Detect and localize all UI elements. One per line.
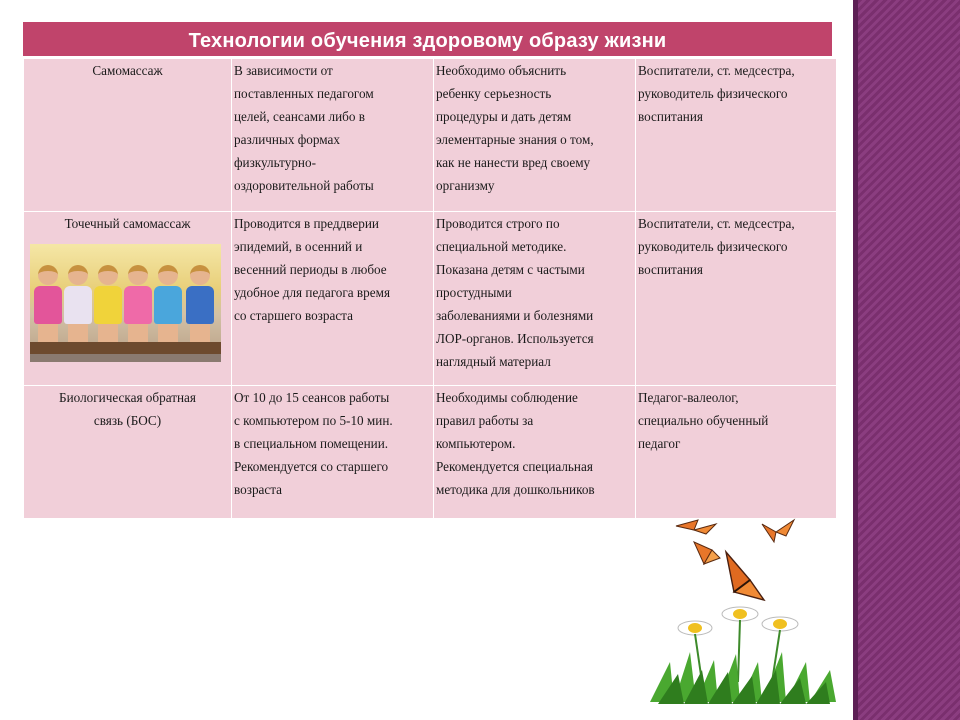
conditions-cell: [232, 386, 434, 519]
cell-text-line: процедуры и дать детям: [436, 109, 572, 124]
technologies-table: [23, 22, 832, 519]
cell-text-line: в специальном помещении.: [234, 436, 389, 451]
cell-text-line: Проводится в преддверии: [234, 216, 379, 231]
table-row: [24, 59, 837, 212]
cell-text-line: оздоровительной работы: [234, 178, 374, 193]
child-figure: [64, 265, 92, 344]
cell-text-line: Рекомендуется со старшего: [234, 459, 389, 474]
technology-name: связь (БОС): [93, 413, 162, 428]
cell-text-line: От 10 до 15 сеансов работы: [234, 390, 390, 405]
table-row: [24, 212, 837, 386]
cell-text-line: ЛОР-органов. Используется: [436, 331, 594, 346]
cell-text-line: правил работы за: [436, 413, 534, 428]
child-figure: [34, 265, 62, 344]
cell-text-line: как не нанести вред своему: [436, 155, 591, 170]
cell-text-line: Рекомендуется специальная: [436, 459, 593, 474]
cell-text-line: методика для дошкольников: [436, 482, 595, 497]
conditions-cell: [232, 59, 434, 212]
cell-text-line: удобное для педагога время: [234, 285, 391, 300]
cell-text-line: элементарные знания о том,: [436, 132, 594, 147]
cell-text-line: воспитания: [638, 109, 703, 124]
table-title-bar: [23, 22, 832, 58]
table-body: [23, 58, 837, 519]
decorative-side-band: [858, 0, 960, 720]
cell-text-line: возраста: [234, 482, 283, 497]
grass-clump: [650, 652, 836, 704]
cell-text-line: руководитель физического: [638, 239, 788, 254]
cell-text-line: простудными: [436, 285, 512, 300]
cell-text-line: организму: [436, 178, 495, 193]
cell-text-line: весенний периоды в любое: [234, 262, 387, 277]
child-figure: [154, 265, 182, 344]
children-massage-photo: [30, 244, 221, 362]
cell-text-line: различных формах: [234, 132, 340, 147]
table-row: [24, 386, 837, 519]
cell-text-line: с компьютером по 5-10 мин.: [234, 413, 393, 428]
technology-name: Биологическая обратная: [59, 390, 196, 405]
cell-text-line: специально обученный: [638, 413, 769, 428]
cell-text-line: Воспитатели, ст. медсестра,: [638, 216, 795, 231]
technology-name: Точечный самомассаж: [64, 216, 191, 231]
cell-text-line: Необходимо объяснить: [436, 63, 567, 78]
technology-name-cell: [24, 212, 232, 386]
cell-text-line: целей, сеансами либо в: [234, 109, 365, 124]
cell-text-line: эпидемий, в осенний и: [234, 239, 363, 254]
features-cell: [434, 386, 636, 519]
cell-text-line: руководитель физического: [638, 86, 788, 101]
features-cell: [434, 212, 636, 386]
cell-text-line: ребенку серьезность: [436, 86, 552, 101]
cell-text-line: Показана детям с частыми: [436, 262, 585, 277]
responsible-cell: [636, 386, 837, 519]
table-title: Технологии обучения здоровому образу жизни: [188, 30, 667, 52]
butterfly-icon: [694, 542, 720, 564]
cell-text-line: В зависимости от: [234, 63, 333, 78]
conditions-cell: [232, 212, 434, 386]
cell-text-line: воспитания: [638, 262, 703, 277]
cell-text-line: компьютером.: [436, 436, 516, 451]
child-figure: [124, 265, 152, 344]
technology-name: Самомассаж: [92, 63, 163, 78]
features-cell: [434, 59, 636, 212]
technology-name-cell: [24, 59, 232, 212]
cell-text-line: педагог: [638, 436, 681, 451]
cell-text-line: заболеваниями и болезнями: [436, 308, 594, 323]
cell-text-line: наглядный материал: [436, 354, 551, 369]
bench: [30, 342, 221, 354]
child-figure: [94, 265, 122, 344]
technology-name-cell: [24, 386, 232, 519]
butterfly-icon: [726, 552, 764, 600]
cell-text-line: поставленных педагогом: [234, 86, 374, 101]
child-figure: [186, 265, 214, 344]
cell-text-line: физкультурно-: [234, 155, 316, 170]
cell-text-line: Педагог-валеолог,: [638, 390, 739, 405]
floor: [30, 354, 221, 362]
butterfly-icon: [676, 520, 716, 534]
responsible-cell: [636, 212, 837, 386]
cell-text-line: Проводится строго по: [436, 216, 560, 231]
cell-text-line: специальной методике.: [436, 239, 567, 254]
butterflies-and-daisies-clipart: [640, 512, 850, 712]
cell-text-line: со старшего возраста: [234, 308, 353, 323]
cell-text-line: Необходимы соблюдение: [436, 390, 578, 405]
cell-text-line: Воспитатели, ст. медсестра,: [638, 63, 795, 78]
butterfly-icon: [762, 520, 794, 542]
responsible-cell: [636, 59, 837, 212]
